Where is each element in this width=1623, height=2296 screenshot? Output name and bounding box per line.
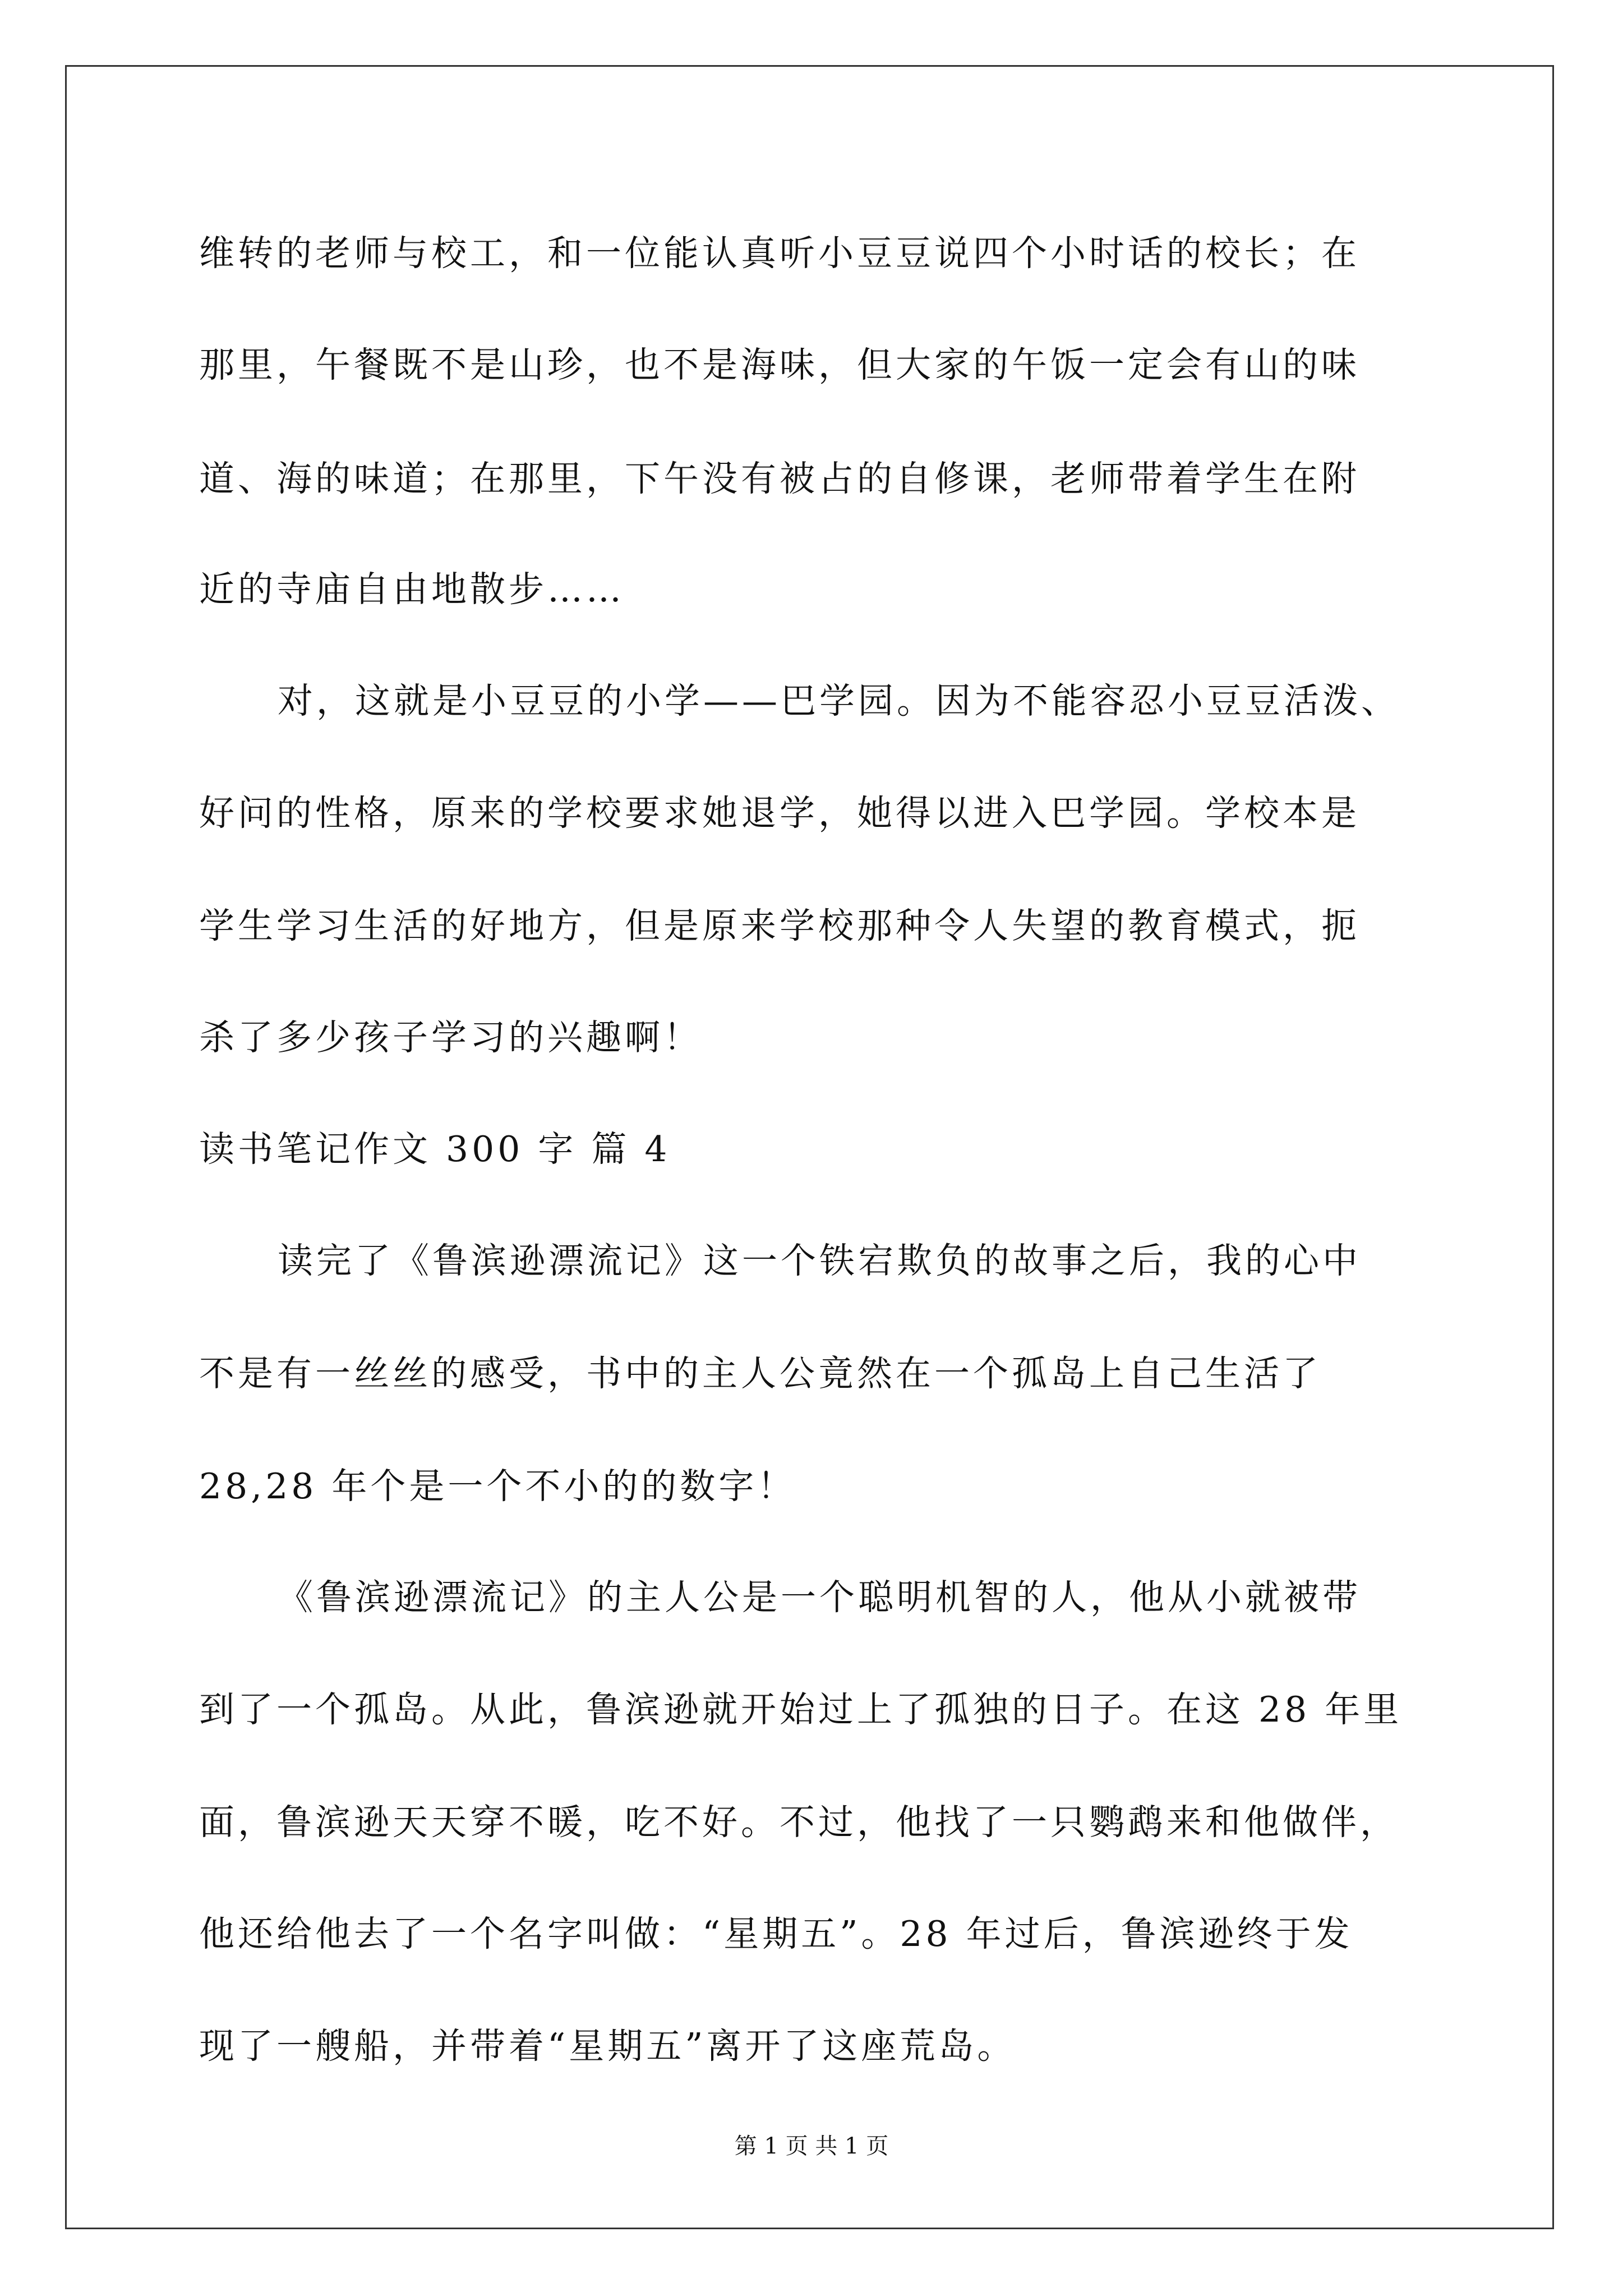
body-text-line: 现了一艘船，并带着“星期五”离开了这座荒岛。 (199, 2026, 1016, 2067)
body-text-line: 他还给他去了一个名字叫做：“星期五”。28 年过后，鲁滨逊终于发 (199, 1913, 1353, 1954)
section-heading: 读书笔记作文 300 字 篇 4 (199, 1129, 671, 1170)
body-text-line: 维转的老师与校工，和一位能认真听小豆豆说四个小时话的校长；在 (199, 233, 1360, 274)
body-text-line: 近的寺庙自由地散步…… (199, 569, 625, 610)
body-text-line: 那里，午餐既不是山珍，也不是海味，但大家的午饭一定会有山的味 (199, 344, 1360, 385)
body-text-line: 学生学习生活的好地方，但是原来学校那种令人失望的教育模式，扼 (199, 905, 1360, 946)
body-text-line: 《鲁滨逊漂流记》的主人公是一个聪明机智的人，他从小就被带 (278, 1577, 1361, 1618)
body-text-line: 面，鲁滨逊天天穿不暖，吃不好。不过，他找了一只鹦鹉来和他做伴， (199, 1802, 1399, 1843)
body-text-line: 不是有一丝丝的感受，书中的主人公竟然在一个孤岛上自己生活了 (199, 1353, 1321, 1394)
page-footer (0, 2135, 1623, 2157)
body-text-line: 好问的性格，原来的学校要求她退学，她得以进入巴学园。学校本是 (199, 793, 1360, 834)
body-text-line: 杀了多少孩子学习的兴趣啊！ (199, 1017, 702, 1058)
body-text-line: 读完了《鲁滨逊漂流记》这一个铁宕欺负的故事之后，我的心中 (278, 1240, 1361, 1281)
body-text-line: 道、海的味道；在那里，下午没有被占的自修课，老师带着学生在附 (199, 458, 1360, 499)
body-text-line: 28,28 年个是一个不小的的数字！ (199, 1466, 796, 1507)
body-text-line: 到了一个孤岛。从此，鲁滨逊就开始过上了孤独的日子。在这 28 年里 (199, 1689, 1403, 1730)
body-text-line: 对，这就是小豆豆的小学——巴学园。因为不能容忍小豆豆活泼、 (278, 680, 1400, 721)
page-number: 第 1 页 共 1 页 (734, 2133, 889, 2159)
